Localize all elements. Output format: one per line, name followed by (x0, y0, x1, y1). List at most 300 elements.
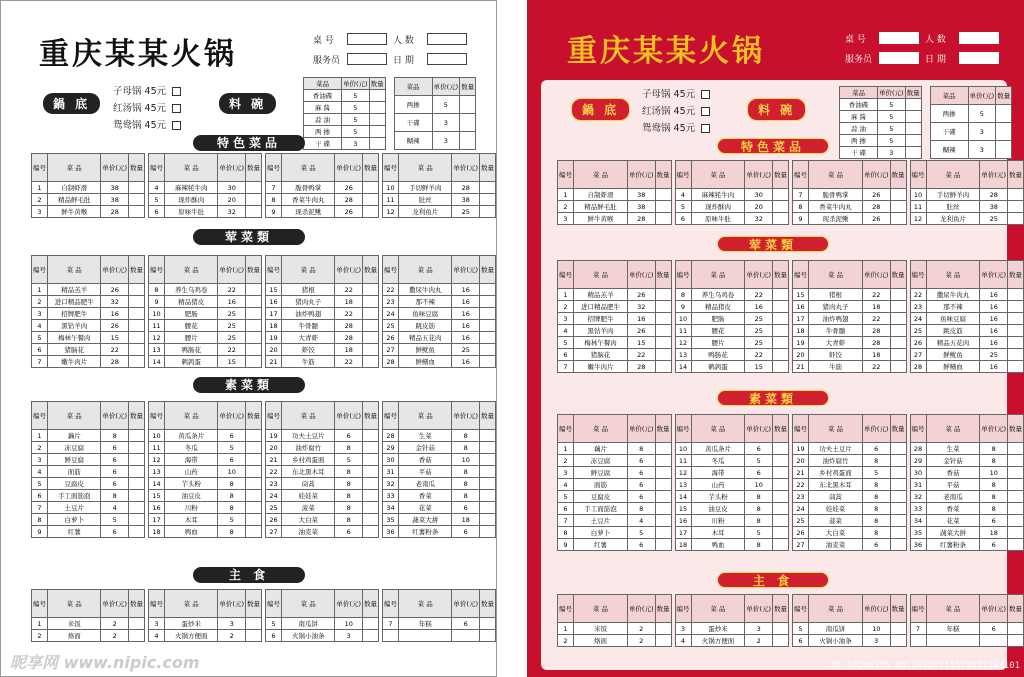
item-qty[interactable] (890, 313, 906, 325)
item-price: 38 (627, 189, 655, 201)
item-qty[interactable] (773, 467, 789, 479)
header-input[interactable] (347, 53, 387, 65)
item-qty[interactable] (480, 308, 496, 320)
item-price: 25 (980, 213, 1008, 225)
item-qty[interactable] (655, 361, 671, 373)
item-qty[interactable] (890, 491, 906, 503)
header-input[interactable] (879, 52, 919, 64)
menu-col-header: 数量 (480, 256, 496, 284)
item-qty[interactable] (773, 189, 789, 201)
item-qty[interactable] (363, 284, 379, 296)
item-qty[interactable] (363, 526, 379, 538)
item-qty[interactable] (655, 455, 671, 467)
item-qty[interactable] (773, 213, 789, 225)
menu-row (793, 349, 907, 361)
sauce-qty[interactable] (460, 96, 476, 114)
item-qty[interactable] (655, 313, 671, 325)
item-qty[interactable] (129, 332, 145, 344)
pot-checkbox[interactable] (172, 104, 181, 113)
item-price: 8 (627, 503, 655, 515)
item-qty[interactable] (773, 479, 789, 491)
item-qty[interactable] (655, 301, 671, 313)
item-qty[interactable] (480, 194, 496, 206)
item-qty[interactable] (363, 296, 379, 308)
item-qty[interactable] (773, 503, 789, 515)
item-qty[interactable] (246, 194, 262, 206)
sauce-row (304, 102, 386, 114)
sauce-qty[interactable] (905, 135, 921, 147)
item-qty[interactable] (890, 189, 906, 201)
sauce-qty[interactable] (369, 114, 385, 126)
item-qty[interactable] (246, 308, 262, 320)
sauce-qty[interactable] (905, 99, 921, 111)
menu-col-header: 单价(元) (452, 154, 480, 182)
item-qty[interactable] (480, 502, 496, 514)
menu-row (32, 344, 145, 356)
sauce-qty[interactable] (905, 147, 921, 159)
item-qty[interactable] (480, 526, 496, 538)
item-qty[interactable] (655, 539, 671, 551)
item-qty[interactable] (773, 313, 789, 325)
sauce-qty[interactable] (996, 123, 1012, 141)
item-price: 28 (862, 325, 890, 337)
item-qty[interactable] (773, 443, 789, 455)
header-row (313, 31, 473, 47)
item-qty[interactable] (480, 630, 496, 642)
item-qty[interactable] (890, 349, 906, 361)
item-qty[interactable] (480, 618, 496, 630)
menu-row (675, 201, 789, 213)
item-qty[interactable] (246, 630, 262, 642)
menu-row (558, 455, 672, 467)
item-qty[interactable] (129, 320, 145, 332)
item-name: 龙利鱼片 (399, 206, 452, 218)
item-qty[interactable] (1008, 515, 1024, 527)
item-qty[interactable] (655, 491, 671, 503)
item-price: 8 (101, 490, 129, 502)
item-qty[interactable] (246, 442, 262, 454)
item-qty[interactable] (773, 325, 789, 337)
item-qty[interactable] (480, 466, 496, 478)
item-qty[interactable] (655, 189, 671, 201)
item-qty[interactable] (1008, 503, 1024, 515)
item-qty[interactable] (1008, 201, 1024, 213)
item-qty[interactable] (1008, 313, 1024, 325)
item-qty[interactable] (1008, 635, 1024, 647)
menu-col-header: 单价(元) (101, 402, 129, 430)
item-qty[interactable] (890, 527, 906, 539)
item-qty[interactable] (890, 515, 906, 527)
item-qty[interactable] (246, 454, 262, 466)
menu-row (149, 308, 262, 320)
item-qty[interactable] (773, 635, 789, 647)
item-qty[interactable] (363, 630, 379, 642)
item-qty[interactable] (1008, 467, 1024, 479)
item-qty[interactable] (129, 478, 145, 490)
sauce-qty[interactable] (996, 105, 1012, 123)
item-qty[interactable] (773, 539, 789, 551)
item-number: 27 (383, 344, 399, 356)
sauce-qty[interactable] (460, 114, 476, 132)
item-qty[interactable] (655, 349, 671, 361)
menu-row (149, 514, 262, 526)
item-price: 15 (627, 337, 655, 349)
item-name: 火锅方便面 (691, 635, 745, 647)
item-qty[interactable] (480, 490, 496, 502)
item-price: 8 (101, 430, 129, 442)
menu-col-header: 菜 品 (165, 256, 218, 284)
item-price: 4 (101, 502, 129, 514)
item-qty[interactable] (773, 201, 789, 213)
item-name: 肥肠 (165, 308, 218, 320)
item-qty[interactable] (246, 526, 262, 538)
item-qty[interactable] (363, 514, 379, 526)
item-qty[interactable] (890, 539, 906, 551)
item-number: 5 (675, 201, 691, 213)
item-number: 31 (383, 466, 399, 478)
item-qty[interactable] (363, 194, 379, 206)
item-number: 20 (793, 455, 809, 467)
item-qty[interactable] (480, 430, 496, 442)
item-name: 腰片 (691, 337, 745, 349)
item-name: 土豆片 (48, 502, 101, 514)
item-qty[interactable] (129, 502, 145, 514)
pot-checkbox[interactable] (172, 87, 181, 96)
item-qty[interactable] (480, 514, 496, 526)
menu-col-header: 编号 (32, 256, 48, 284)
item-qty[interactable] (480, 320, 496, 332)
item-qty[interactable] (890, 503, 906, 515)
item-number: 16 (266, 296, 282, 308)
item-qty[interactable] (1008, 325, 1024, 337)
item-qty[interactable] (480, 344, 496, 356)
menu-row (793, 443, 907, 455)
item-qty[interactable] (890, 289, 906, 301)
menu-row (910, 213, 1024, 225)
item-qty[interactable] (129, 526, 145, 538)
sauce-qty[interactable] (460, 132, 476, 150)
menu-row (266, 526, 379, 538)
menu-col-header: 数量 (246, 590, 262, 618)
item-qty[interactable] (1008, 539, 1024, 551)
item-number: 14 (675, 491, 691, 503)
item-qty[interactable] (1008, 337, 1024, 349)
menu-row (675, 361, 789, 373)
menu-row (675, 467, 789, 479)
item-number: 3 (675, 623, 691, 635)
item-qty[interactable] (363, 332, 379, 344)
item-qty[interactable] (246, 296, 262, 308)
pot-checkbox[interactable] (701, 107, 710, 116)
pot-checkbox[interactable] (701, 124, 710, 133)
item-qty[interactable] (246, 514, 262, 526)
pot-option[interactable] (113, 100, 181, 117)
item-qty[interactable] (246, 344, 262, 356)
item-qty[interactable] (129, 284, 145, 296)
item-name: 东北黑木耳 (809, 479, 863, 491)
item-qty[interactable] (246, 430, 262, 442)
item-qty[interactable] (1008, 527, 1024, 539)
item-qty[interactable] (129, 308, 145, 320)
item-qty[interactable] (129, 442, 145, 454)
pot-checkbox[interactable] (701, 90, 710, 99)
sauce-qty[interactable] (905, 123, 921, 135)
item-number: 21 (266, 454, 282, 466)
item-qty[interactable] (129, 630, 145, 642)
menu-row (793, 201, 907, 213)
item-qty[interactable] (655, 213, 671, 225)
item-qty[interactable] (363, 356, 379, 368)
item-number: 1 (32, 430, 48, 442)
header-input[interactable] (879, 32, 919, 44)
item-qty[interactable] (363, 466, 379, 478)
item-qty[interactable] (890, 635, 906, 647)
item-qty[interactable] (129, 194, 145, 206)
item-number: 36 (383, 526, 399, 538)
item-qty[interactable] (246, 466, 262, 478)
item-qty[interactable] (890, 455, 906, 467)
menu-row (32, 206, 145, 218)
item-price: 8 (218, 490, 246, 502)
item-qty[interactable] (129, 514, 145, 526)
item-number: 1 (558, 623, 574, 635)
item-name: 蛋炒米 (691, 623, 745, 635)
item-qty[interactable] (246, 356, 262, 368)
item-price: 6 (862, 443, 890, 455)
item-qty[interactable] (890, 361, 906, 373)
menu-col-header: 菜 品 (48, 154, 101, 182)
menu-row (149, 526, 262, 538)
item-qty[interactable] (363, 308, 379, 320)
item-qty[interactable] (480, 478, 496, 490)
item-number: 32 (383, 478, 399, 490)
pot-option[interactable] (113, 117, 181, 134)
item-qty[interactable] (1008, 189, 1024, 201)
header-input[interactable] (427, 33, 467, 45)
header-input[interactable] (427, 53, 467, 65)
item-qty[interactable] (129, 356, 145, 368)
item-qty[interactable] (773, 623, 789, 635)
menu-header-row (266, 154, 379, 182)
item-qty[interactable] (890, 443, 906, 455)
item-name: 麻辣牦牛肉 (691, 189, 745, 201)
item-qty[interactable] (890, 623, 906, 635)
item-number: 10 (910, 189, 926, 201)
item-number: 25 (793, 515, 809, 527)
sauce-price: 5 (342, 90, 370, 102)
menu-col-header: 单价(元) (862, 261, 890, 289)
item-number: 10 (675, 313, 691, 325)
item-qty[interactable] (773, 491, 789, 503)
item-qty[interactable] (363, 454, 379, 466)
item-qty[interactable] (246, 502, 262, 514)
item-name: 猪脑花 (574, 349, 628, 361)
item-name: 娃娃菜 (282, 490, 335, 502)
item-qty[interactable] (655, 623, 671, 635)
item-number: 5 (793, 623, 809, 635)
item-qty[interactable] (480, 296, 496, 308)
item-qty[interactable] (129, 618, 145, 630)
item-qty[interactable] (890, 337, 906, 349)
header-input[interactable] (347, 33, 387, 45)
item-qty[interactable] (363, 430, 379, 442)
menu-row (383, 514, 496, 526)
item-qty[interactable] (129, 454, 145, 466)
sauce-qty[interactable] (369, 90, 385, 102)
item-qty[interactable] (363, 320, 379, 332)
item-qty[interactable] (773, 289, 789, 301)
item-qty[interactable] (773, 527, 789, 539)
item-price: 22 (218, 344, 246, 356)
item-qty[interactable] (363, 618, 379, 630)
item-name: 菠菜 (809, 515, 863, 527)
item-qty[interactable] (363, 442, 379, 454)
item-qty[interactable] (773, 455, 789, 467)
item-qty[interactable] (246, 490, 262, 502)
item-qty[interactable] (655, 337, 671, 349)
item-qty[interactable] (890, 201, 906, 213)
item-name: 川粉 (691, 515, 745, 527)
sauce-name: 蒜 油 (840, 123, 878, 135)
item-qty[interactable] (246, 320, 262, 332)
menu-row (266, 630, 379, 642)
menu-row (793, 491, 907, 503)
item-qty[interactable] (246, 182, 262, 194)
item-qty[interactable] (1008, 289, 1024, 301)
item-qty[interactable] (129, 490, 145, 502)
header-input[interactable] (959, 32, 999, 44)
item-qty[interactable] (655, 479, 671, 491)
item-qty[interactable] (480, 206, 496, 218)
item-qty[interactable] (773, 515, 789, 527)
menu-row (558, 623, 672, 635)
item-price: 16 (980, 325, 1008, 337)
item-qty[interactable] (363, 502, 379, 514)
pot-option[interactable] (642, 120, 710, 137)
item-qty[interactable] (480, 442, 496, 454)
item-qty[interactable] (1008, 213, 1024, 225)
item-qty[interactable] (129, 430, 145, 442)
item-qty[interactable] (480, 284, 496, 296)
item-qty[interactable] (773, 301, 789, 313)
menu-row (675, 213, 789, 225)
item-qty[interactable] (655, 467, 671, 479)
menu-row (266, 478, 379, 490)
menu-col-header: 编号 (32, 402, 48, 430)
item-qty[interactable] (773, 337, 789, 349)
item-qty[interactable] (655, 325, 671, 337)
item-qty[interactable] (480, 454, 496, 466)
item-qty[interactable] (655, 443, 671, 455)
item-qty[interactable] (890, 479, 906, 491)
sauce-qty[interactable] (996, 141, 1012, 159)
item-qty[interactable] (246, 284, 262, 296)
item-qty[interactable] (129, 206, 145, 218)
item-name: 牛骨髓 (282, 320, 335, 332)
menu-row (793, 503, 907, 515)
item-qty[interactable] (129, 344, 145, 356)
item-qty[interactable] (1008, 443, 1024, 455)
item-qty[interactable] (246, 478, 262, 490)
sauce-row (304, 138, 386, 150)
item-qty[interactable] (480, 332, 496, 344)
item-price: 28 (627, 213, 655, 225)
item-qty[interactable] (890, 213, 906, 225)
item-name: 山药 (691, 479, 745, 491)
pot-option[interactable] (642, 103, 710, 120)
header-input[interactable] (959, 52, 999, 64)
item-number: 12 (149, 454, 165, 466)
menu-row (910, 539, 1024, 551)
item-qty[interactable] (129, 182, 145, 194)
item-name: 黑钻羊肉 (574, 325, 628, 337)
pot-option[interactable] (113, 83, 181, 100)
item-price: 38 (627, 201, 655, 213)
item-qty[interactable] (655, 515, 671, 527)
item-qty[interactable] (1008, 455, 1024, 467)
item-qty[interactable] (890, 325, 906, 337)
item-qty[interactable] (246, 332, 262, 344)
item-qty[interactable] (655, 503, 671, 515)
item-qty[interactable] (363, 182, 379, 194)
item-qty[interactable] (246, 618, 262, 630)
sauce-name: 干 碟 (304, 138, 342, 150)
item-qty[interactable] (363, 206, 379, 218)
item-qty[interactable] (890, 467, 906, 479)
item-number: 3 (32, 206, 48, 218)
item-qty[interactable] (363, 344, 379, 356)
header-label: 人 数 (393, 35, 414, 46)
item-name: 油麦菜 (809, 539, 863, 551)
item-qty[interactable] (655, 201, 671, 213)
item-price: 16 (452, 320, 480, 332)
sauce-qty[interactable] (905, 111, 921, 123)
sauce-qty[interactable] (369, 102, 385, 114)
menu-row (910, 623, 1024, 635)
item-qty[interactable] (655, 635, 671, 647)
menu-col-header: 编号 (558, 595, 574, 623)
menu-row (910, 491, 1024, 503)
pot-option[interactable] (642, 86, 710, 103)
item-qty[interactable] (480, 356, 496, 368)
sauce-price: 3 (342, 138, 370, 150)
item-qty[interactable] (1008, 349, 1024, 361)
pot-checkbox[interactable] (172, 121, 181, 130)
item-qty[interactable] (655, 289, 671, 301)
item-price: 28 (452, 182, 480, 194)
item-qty[interactable] (1008, 301, 1024, 313)
sauce-qty[interactable] (369, 126, 385, 138)
item-qty[interactable] (1008, 623, 1024, 635)
item-qty[interactable] (1008, 491, 1024, 503)
menu-col-header: 编号 (149, 256, 165, 284)
item-qty[interactable] (1008, 479, 1024, 491)
item-qty[interactable] (890, 301, 906, 313)
menu-header-row (675, 415, 789, 443)
item-qty[interactable] (129, 466, 145, 478)
item-qty[interactable] (129, 296, 145, 308)
item-qty[interactable] (246, 206, 262, 218)
sauce-qty[interactable] (369, 138, 385, 150)
item-qty[interactable] (773, 349, 789, 361)
item-qty[interactable] (773, 361, 789, 373)
item-qty[interactable] (655, 527, 671, 539)
menu-row (910, 349, 1024, 361)
item-qty[interactable] (363, 490, 379, 502)
item-qty[interactable] (1008, 361, 1024, 373)
item-qty[interactable] (363, 478, 379, 490)
item-qty[interactable] (480, 182, 496, 194)
